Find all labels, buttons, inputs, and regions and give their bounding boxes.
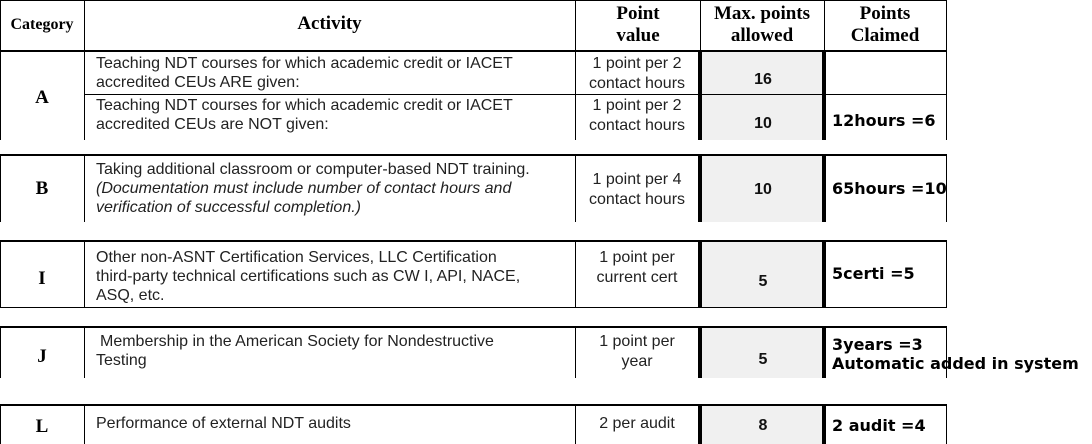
point-value-l: 2 per audit bbox=[599, 415, 675, 432]
activity-i-line1: Other non-ASNT Certification Services, LLC Certification bbox=[96, 249, 497, 266]
point-value-a1-line2: contact hours bbox=[588, 75, 686, 92]
row-category-b bbox=[0, 154, 1092, 222]
category-i: I bbox=[38, 268, 46, 289]
header-max-points bbox=[700, 3, 824, 47]
activity-l: Performance of external NDT audits bbox=[96, 415, 351, 432]
row-category-j bbox=[0, 326, 1092, 378]
activity-a2 bbox=[96, 96, 513, 134]
activity-b bbox=[96, 160, 530, 217]
point-value-j-line2: year bbox=[621, 353, 653, 370]
point-value-a1 bbox=[576, 54, 698, 94]
category-j: J bbox=[37, 346, 47, 367]
points-claimed-j-line1: 3years =3 bbox=[832, 335, 923, 354]
max-points-a2: 10 bbox=[754, 115, 772, 132]
point-value-i-line2: current cert bbox=[596, 269, 678, 286]
header-max-points-line2: allowed bbox=[730, 25, 794, 46]
row-category-i bbox=[0, 240, 1092, 308]
header-category: Category bbox=[10, 16, 74, 33]
point-value-a2-line1: 1 point per 2 bbox=[592, 97, 682, 114]
activity-j-line1: Membership in the American Society for Nondestructive bbox=[100, 333, 494, 350]
max-points-a1: 16 bbox=[754, 71, 772, 88]
row-category-l bbox=[0, 404, 1092, 444]
point-value-j bbox=[576, 332, 698, 372]
activity-b-line2: (Documentation must include number of contact hours and bbox=[96, 180, 512, 197]
point-value-a1-line1: 1 point per 2 bbox=[592, 55, 682, 72]
row-category-a bbox=[0, 52, 1092, 142]
points-claimed-i: 5certi =5 bbox=[832, 264, 915, 283]
category-a: A bbox=[35, 87, 49, 108]
points-claimed-a2: 12hours =6 bbox=[832, 111, 936, 130]
activity-a1 bbox=[96, 54, 513, 92]
point-value-j-line1: 1 point per bbox=[599, 333, 675, 350]
activity-a1-line1: Teaching NDT courses for which academic credit or IACET bbox=[96, 55, 513, 72]
max-points-b: 10 bbox=[754, 181, 772, 198]
header-point-value bbox=[576, 3, 700, 47]
point-value-a2 bbox=[576, 96, 698, 136]
max-points-l: 8 bbox=[758, 417, 768, 434]
activity-i-line2: third-party technical certifications such as CW I, API, NACE, bbox=[96, 268, 521, 285]
table-header bbox=[0, 0, 1092, 52]
activity-a2-line2: accredited CEUs are NOT given: bbox=[96, 116, 329, 133]
activity-j-line2: Testing bbox=[96, 352, 147, 369]
category-b: B bbox=[35, 178, 49, 199]
points-claimed-j-line2: Automatic added in system bbox=[832, 354, 1079, 373]
header-points-claimed bbox=[824, 3, 946, 47]
points-claimed-l: 2 audit =4 bbox=[832, 416, 926, 435]
header-point-value-line2: value bbox=[616, 25, 660, 46]
point-value-b-line2: contact hours bbox=[588, 191, 686, 208]
header-point-value-line1: Point bbox=[616, 3, 660, 24]
max-points-j: 5 bbox=[758, 351, 768, 368]
header-activity: Activity bbox=[297, 13, 362, 34]
max-points-i: 5 bbox=[758, 273, 768, 290]
activity-a2-line1: Teaching NDT courses for which academic credit or IACET bbox=[96, 97, 513, 114]
header-max-points-line1: Max. points bbox=[713, 3, 811, 24]
activity-a1-line2: accredited CEUs ARE given: bbox=[96, 74, 300, 91]
header-points-claimed-line1: Points bbox=[859, 3, 911, 24]
points-claimed-b: 65hours =10 bbox=[832, 179, 947, 198]
activity-i-line3: ASQ, etc. bbox=[96, 287, 165, 304]
activity-j bbox=[96, 332, 494, 370]
activity-b-line3: verification of successful completion.) bbox=[96, 199, 361, 216]
activity-i bbox=[96, 248, 520, 305]
point-value-b bbox=[576, 170, 698, 210]
points-claimed-j bbox=[832, 335, 1079, 373]
point-value-i-line1: 1 point per bbox=[599, 249, 675, 266]
point-value-a2-line2: contact hours bbox=[588, 117, 686, 134]
category-l: L bbox=[35, 416, 49, 437]
activity-b-line1: Taking additional classroom or computer-based NDT training. bbox=[96, 161, 530, 178]
point-value-b-line1: 1 point per 4 bbox=[592, 171, 682, 188]
point-value-i bbox=[576, 248, 698, 288]
header-points-claimed-line2: Claimed bbox=[850, 25, 920, 46]
